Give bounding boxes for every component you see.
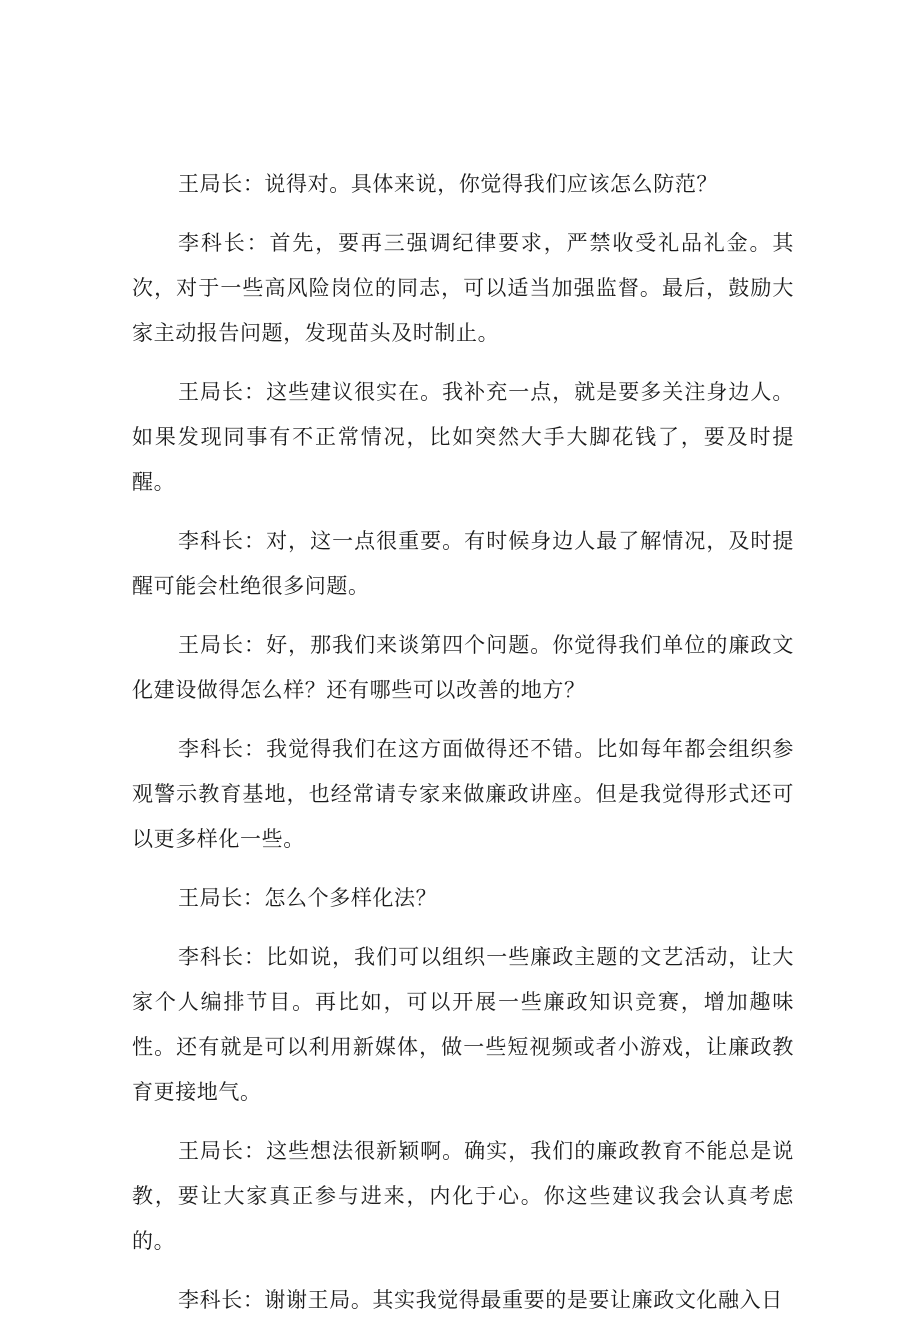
speech-text: 首先，要再三强调纪律要求，严禁收受礼品礼金。其次，对于一些高风险岗位的同志，可以适当加强监督。最后，鼓励大家主动报告问题，发现苗头及时制止。 <box>132 231 794 345</box>
speaker-name: 王局长 <box>178 633 245 657</box>
speaker-separator: ： <box>244 529 267 553</box>
speaker-separator: ： <box>242 172 265 196</box>
speaker-name: 王局长 <box>178 380 245 404</box>
speaker-separator: ： <box>244 737 267 761</box>
speaker-separator: ： <box>242 886 265 910</box>
dialogue-paragraph <box>132 623 794 713</box>
speech-text: 怎么个多样化法？ <box>264 886 438 910</box>
speech-text: 比如说，我们可以组织一些廉政主题的文艺活动，让大家个人编排节目。再比如，可以开展一些廉政知识竞赛，增加趣味性。还有就是可以利用新媒体，做一些短视频或者小游戏，让廉政教育更接地气。 <box>132 945 794 1104</box>
speech-text: 对，这一点很重要。有时候身边人最了解情况，及时提醒可能会杜绝很多问题。 <box>132 529 794 598</box>
speech-text: 这些建议很实在。我补充一点，就是要多关注身边人。如果发现同事有不正常情况，比如突然大手大脚花钱了，要及时提醒。 <box>132 380 794 494</box>
speaker-name: 王局长 <box>178 172 243 196</box>
dialogue-paragraph <box>132 935 794 1115</box>
speaker-name: 王局长 <box>178 886 243 910</box>
speech-text: 谢谢王局。其实我觉得最重要的是要让廉政文化融入日 <box>264 1288 783 1312</box>
dialogue-paragraph <box>132 727 794 862</box>
speaker-name: 李科长 <box>178 231 247 255</box>
speaker-name: 李科长 <box>178 737 245 761</box>
speaker-name: 王局长 <box>178 1139 245 1163</box>
dialogue-paragraph <box>132 519 794 609</box>
speaker-name: 李科长 <box>178 945 245 969</box>
dialogue-paragraph <box>132 876 794 921</box>
speaker-name: 李科长 <box>178 529 245 553</box>
speaker-separator: ： <box>244 1139 267 1163</box>
dialogue-body <box>132 162 794 1337</box>
speaker-separator: ： <box>244 380 267 404</box>
speaker-separator: ： <box>244 945 267 969</box>
speech-text: 这些想法很新颖啊。确实，我们的廉政教育不能总是说教，要让大家真正参与进来，内化于心。你这些建议我会认真考虑的。 <box>132 1139 794 1253</box>
dialogue-paragraph <box>132 1129 794 1264</box>
speaker-separator: ： <box>244 633 267 657</box>
speaker-separator: ： <box>242 1288 265 1312</box>
dialogue-paragraph <box>132 221 794 356</box>
dialogue-paragraph <box>132 162 794 207</box>
dialogue-paragraph <box>132 370 794 505</box>
speech-text: 说得对。具体来说，你觉得我们应该怎么防范？ <box>264 172 719 196</box>
speaker-separator: ： <box>246 231 270 255</box>
speech-text: 我觉得我们在这方面做得还不错。比如每年都会组织参观警示教育基地，也经常请专家来做廉政讲座。但是我觉得形式还可以更多样化一些。 <box>132 737 794 851</box>
speech-text: 好，那我们来谈第四个问题。你觉得我们单位的廉政文化建设做得怎么样？还有哪些可以改善的地方？ <box>132 633 794 702</box>
speaker-name: 李科长 <box>178 1288 243 1312</box>
